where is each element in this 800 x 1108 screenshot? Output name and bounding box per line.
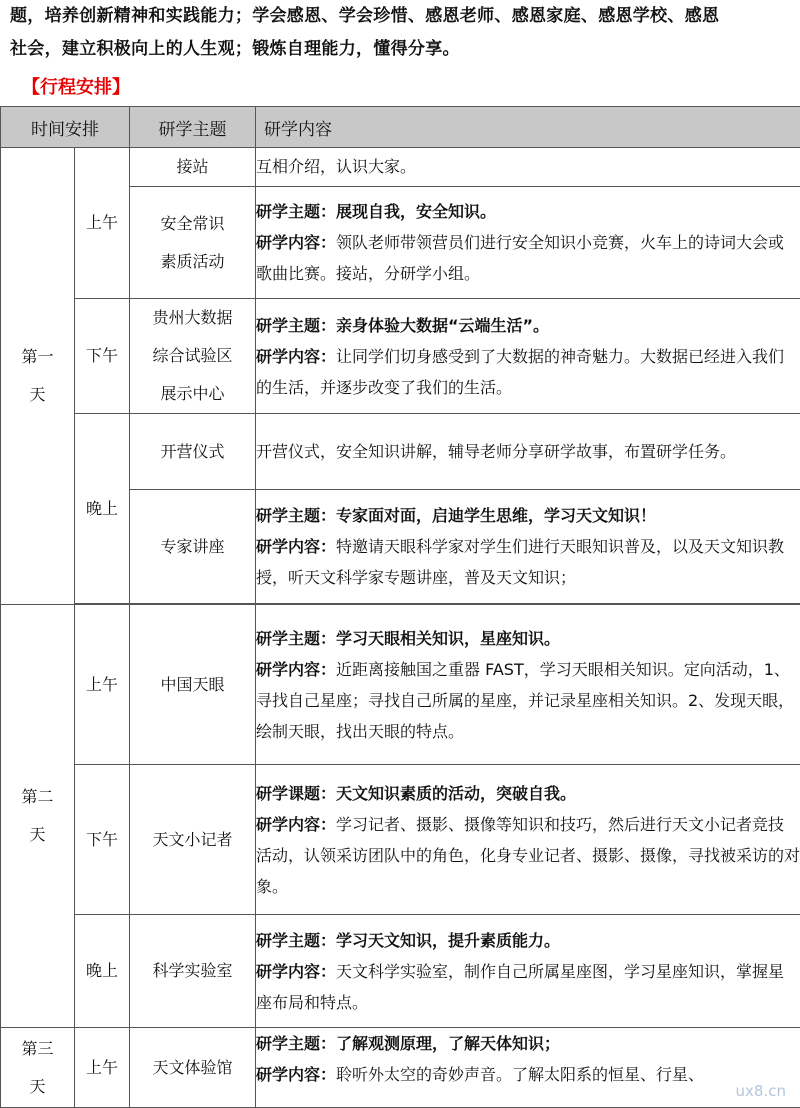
theme-label: 研学主题： xyxy=(256,506,336,525)
content-text: 领队老师带领营员们进行安全知识小竞赛，火车上的诗词大会或歌曲比赛。接站，分研学小组。 xyxy=(256,233,784,283)
header-topic: 研学主题 xyxy=(130,107,256,148)
day-cell xyxy=(1,1028,75,1108)
day-label: 天 xyxy=(1,1068,74,1106)
intro-line-2: 社会，建立积极向上的人生观；锻炼自理能力，懂得分享。 xyxy=(10,33,795,66)
topic-line: 展示中心 xyxy=(130,375,255,413)
content-label: 研学内容： xyxy=(256,815,336,834)
topic-line: 综合试验区 xyxy=(130,337,255,375)
theme-text: 天文知识素质的活动，突破自我。 xyxy=(336,784,576,803)
content-cell: 互相介绍，认识大家。 xyxy=(256,148,800,187)
intro-paragraph xyxy=(10,0,795,66)
day-label: 第二 xyxy=(1,778,74,816)
day-label: 第一 xyxy=(1,338,74,376)
content-cell xyxy=(256,299,800,414)
table-row xyxy=(1,148,800,187)
period-cell: 上午 xyxy=(75,148,130,299)
content-text: 天文科学实验室，制作自己所属星座图，学习星座知识，掌握星座布局和特点。 xyxy=(256,962,784,1012)
table-header-row xyxy=(1,107,800,148)
watermark: ux8.cn xyxy=(736,1082,786,1100)
topic-cell: 天文小记者 xyxy=(130,765,256,915)
period-cell: 下午 xyxy=(75,765,130,915)
content-label: 研学内容： xyxy=(256,233,336,252)
theme-label: 研学主题： xyxy=(256,316,336,335)
period-cell: 上午 xyxy=(75,1028,130,1108)
topic-cell: 接站 xyxy=(130,148,256,187)
day-label: 天 xyxy=(1,816,74,854)
theme-text: 了解观测原理，了解天体知识； xyxy=(336,1034,560,1053)
topic-cell: 专家讲座 xyxy=(130,490,256,604)
day-label: 天 xyxy=(1,376,74,414)
table-row xyxy=(1,1028,800,1108)
content-cell xyxy=(256,187,800,299)
theme-label: 研学课题： xyxy=(256,784,336,803)
theme-label: 研学主题： xyxy=(256,931,336,950)
topic-cell: 中国天眼 xyxy=(130,605,256,765)
intro-line-1: 题，培养创新精神和实践能力；学会感恩、学会珍惜、感恩老师、感恩家庭、感恩学校、感恩 xyxy=(10,0,795,33)
table-row xyxy=(1,299,800,414)
theme-text: 专家面对面，启迪学生思维，学习天文知识！ xyxy=(336,506,656,525)
period-cell: 下午 xyxy=(75,299,130,414)
content-cell xyxy=(256,605,800,765)
period-cell: 晚上 xyxy=(75,414,130,604)
content-text: 学习记者、摄影、摄像等知识和技巧，然后进行天文小记者竞技活动，认领采访团队中的角色，化身专业记者、摄影、摄像，寻找被采访的对象。 xyxy=(256,815,800,896)
theme-text: 展现自我，安全知识。 xyxy=(336,202,496,221)
period-cell: 上午 xyxy=(75,605,130,765)
period-cell: 晚上 xyxy=(75,915,130,1028)
theme-text: 学习天文知识，提升素质能力。 xyxy=(336,931,560,950)
content-text: 聆听外太空的奇妙声音。了解太阳系的恒星、行星、 xyxy=(336,1065,704,1084)
theme-label: 研学主题： xyxy=(256,1034,336,1053)
theme-label: 研学主题： xyxy=(256,202,336,221)
schedule-table xyxy=(0,106,800,1108)
content-cell xyxy=(256,915,800,1028)
content-label: 研学内容： xyxy=(256,962,336,981)
topic-cell: 科学实验室 xyxy=(130,915,256,1028)
theme-label: 研学主题： xyxy=(256,629,336,648)
header-content: 研学内容 xyxy=(256,107,800,148)
content-label: 研学内容： xyxy=(256,537,336,556)
content-text: 特邀请天眼科学家对学生们进行天眼知识普及，以及天文知识教授，听天文科学家专题讲座，普及天文知识； xyxy=(256,537,784,587)
theme-text: 亲身体验大数据“云端生活”。 xyxy=(336,316,549,335)
content-text: 近距离接触国之重器 FAST，学习天眼相关知识。定向活动，1、寻找自己星座；寻找自己所属的星座，并记录星座相关知识。2、发现天眼，绘制天眼，找出天眼的特点。 xyxy=(256,660,794,741)
topic-cell: 天文体验馆 xyxy=(130,1028,256,1108)
topic-cell xyxy=(130,187,256,299)
topic-line: 安全常识 xyxy=(130,205,255,243)
table-row xyxy=(1,414,800,490)
topic-line: 贵州大数据 xyxy=(130,299,255,337)
content-label: 研学内容： xyxy=(256,1065,336,1084)
content-cell xyxy=(256,490,800,604)
theme-text: 学习天眼相关知识，星座知识。 xyxy=(336,629,560,648)
topic-cell: 开营仪式 xyxy=(130,414,256,490)
header-time: 时间安排 xyxy=(1,107,130,148)
day-label: 第三 xyxy=(1,1030,74,1068)
content-cell xyxy=(256,765,800,915)
table-row xyxy=(1,765,800,915)
day-cell xyxy=(1,605,75,1028)
day-cell xyxy=(1,148,75,605)
table-row xyxy=(1,915,800,1028)
content-text: 让同学们切身感受到了大数据的神奇魅力。大数据已经进入我们的生活，并逐步改变了我们的生活。 xyxy=(256,347,784,397)
content-label: 研学内容： xyxy=(256,347,336,366)
section-title: 【行程安排】 xyxy=(22,74,130,102)
content-cell xyxy=(256,1028,800,1108)
content-cell: 开营仪式，安全知识讲解，辅导老师分享研学故事，布置研学任务。 xyxy=(256,414,800,490)
topic-line: 素质活动 xyxy=(130,243,255,281)
topic-cell xyxy=(130,299,256,414)
table-row xyxy=(1,605,800,765)
content-label: 研学内容： xyxy=(256,660,336,679)
